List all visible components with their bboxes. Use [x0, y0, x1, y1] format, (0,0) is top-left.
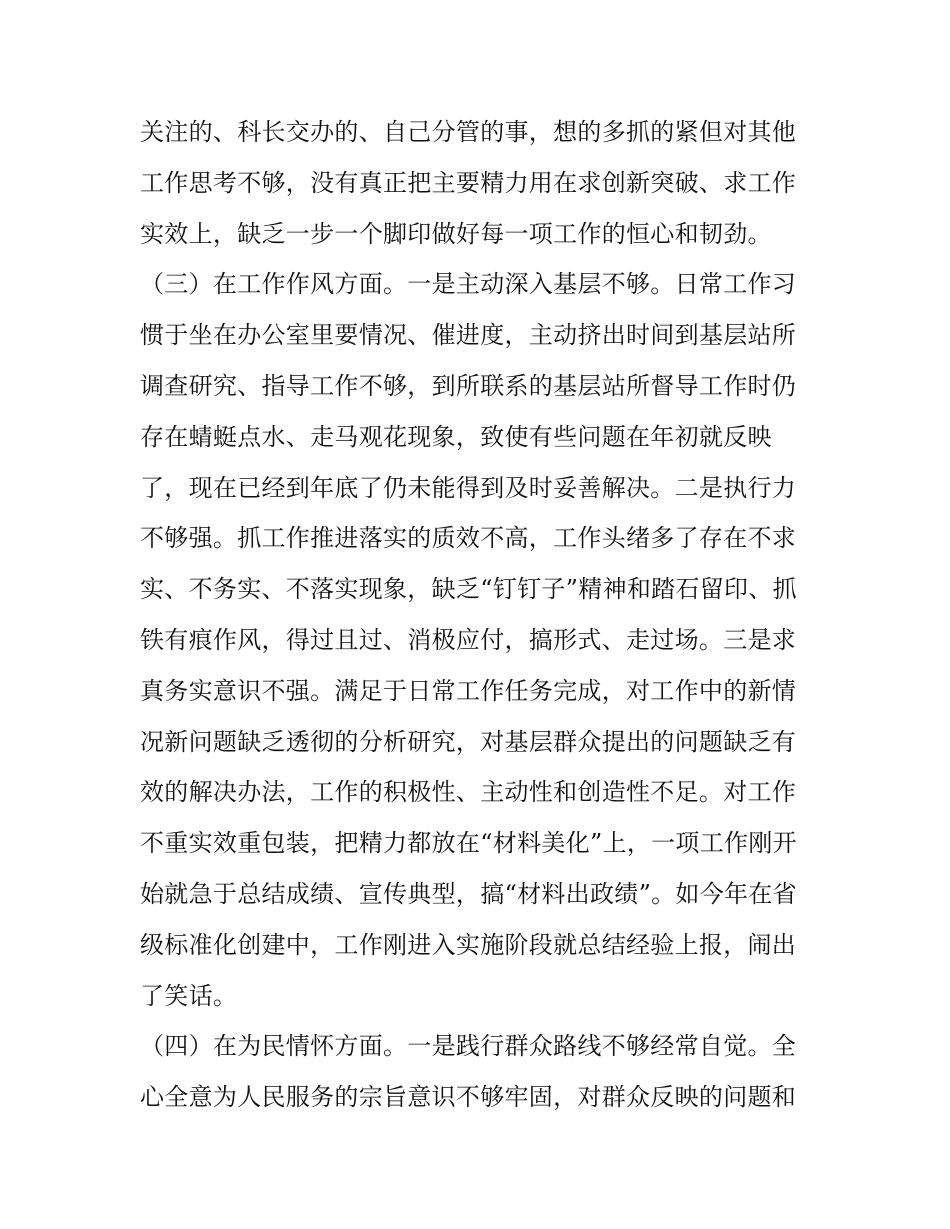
section-heading-line: （三）在工作作风方面。一是主动深入基层不够。日常工作习 — [140, 270, 797, 299]
text-line: 了笑话。 — [140, 981, 238, 1010]
text-line: 效的解决办法，工作的积极性、主动性和创造性不足。对工作 — [140, 778, 797, 807]
text-line: 铁有痕作风，得过且过、消极应付，搞形式、走过场。三是求 — [140, 625, 797, 654]
text-line: 不重实效重包装，把精力都放在“材料美化”上，一项工作刚开 — [140, 829, 797, 858]
text-line: 始就急于总结成绩、宣传典型，搞“材料出政绩”。如今年在省 — [140, 879, 797, 908]
document-body — [140, 107, 820, 1123]
text-line: 惯于坐在办公室里要情况、催进度，主动挤出时间到基层站所 — [140, 321, 797, 350]
text-line: 真务实意识不强。满足于日常工作任务完成，对工作中的新情 — [140, 676, 797, 705]
text-line: 存在蜻蜓点水、走马观花现象，致使有些问题在年初就反映 — [140, 422, 772, 451]
text-line: 工作思考不够，没有真正把主要精力用在求创新突破、求工作 — [140, 168, 797, 197]
text-line: 了，现在已经到年底了仍未能得到及时妥善解决。二是执行力 — [140, 473, 797, 502]
text-line: 不够强。抓工作推进落实的质效不高，工作头绪多了存在不求 — [140, 524, 797, 553]
text-line: 实、不务实、不落实现象，缺乏“钉钉子”精神和踏石留印、抓 — [140, 575, 797, 604]
text-line: 况新问题缺乏透彻的分析研究，对基层群众提出的问题缺乏有 — [140, 727, 797, 756]
text-line: 关注的、科长交办的、自己分管的事，想的多抓的紧但对其他 — [140, 118, 797, 146]
text-line: 实效上，缺乏一步一个脚印做好每一项工作的恒心和韧劲。 — [140, 219, 772, 248]
text-line: 级标准化创建中，工作刚进入实施阶段就总结经验上报，闹出 — [140, 930, 797, 959]
text-line: 调查研究、指导工作不够，到所联系的基层站所督导工作时仍 — [140, 371, 797, 400]
section-heading-line: （四）在为民情怀方面。一是践行群众路线不够经常自觉。全 — [140, 1032, 797, 1061]
text-line: 心全意为人民服务的宗旨意识不够牢固，对群众反映的问题和 — [140, 1083, 797, 1112]
